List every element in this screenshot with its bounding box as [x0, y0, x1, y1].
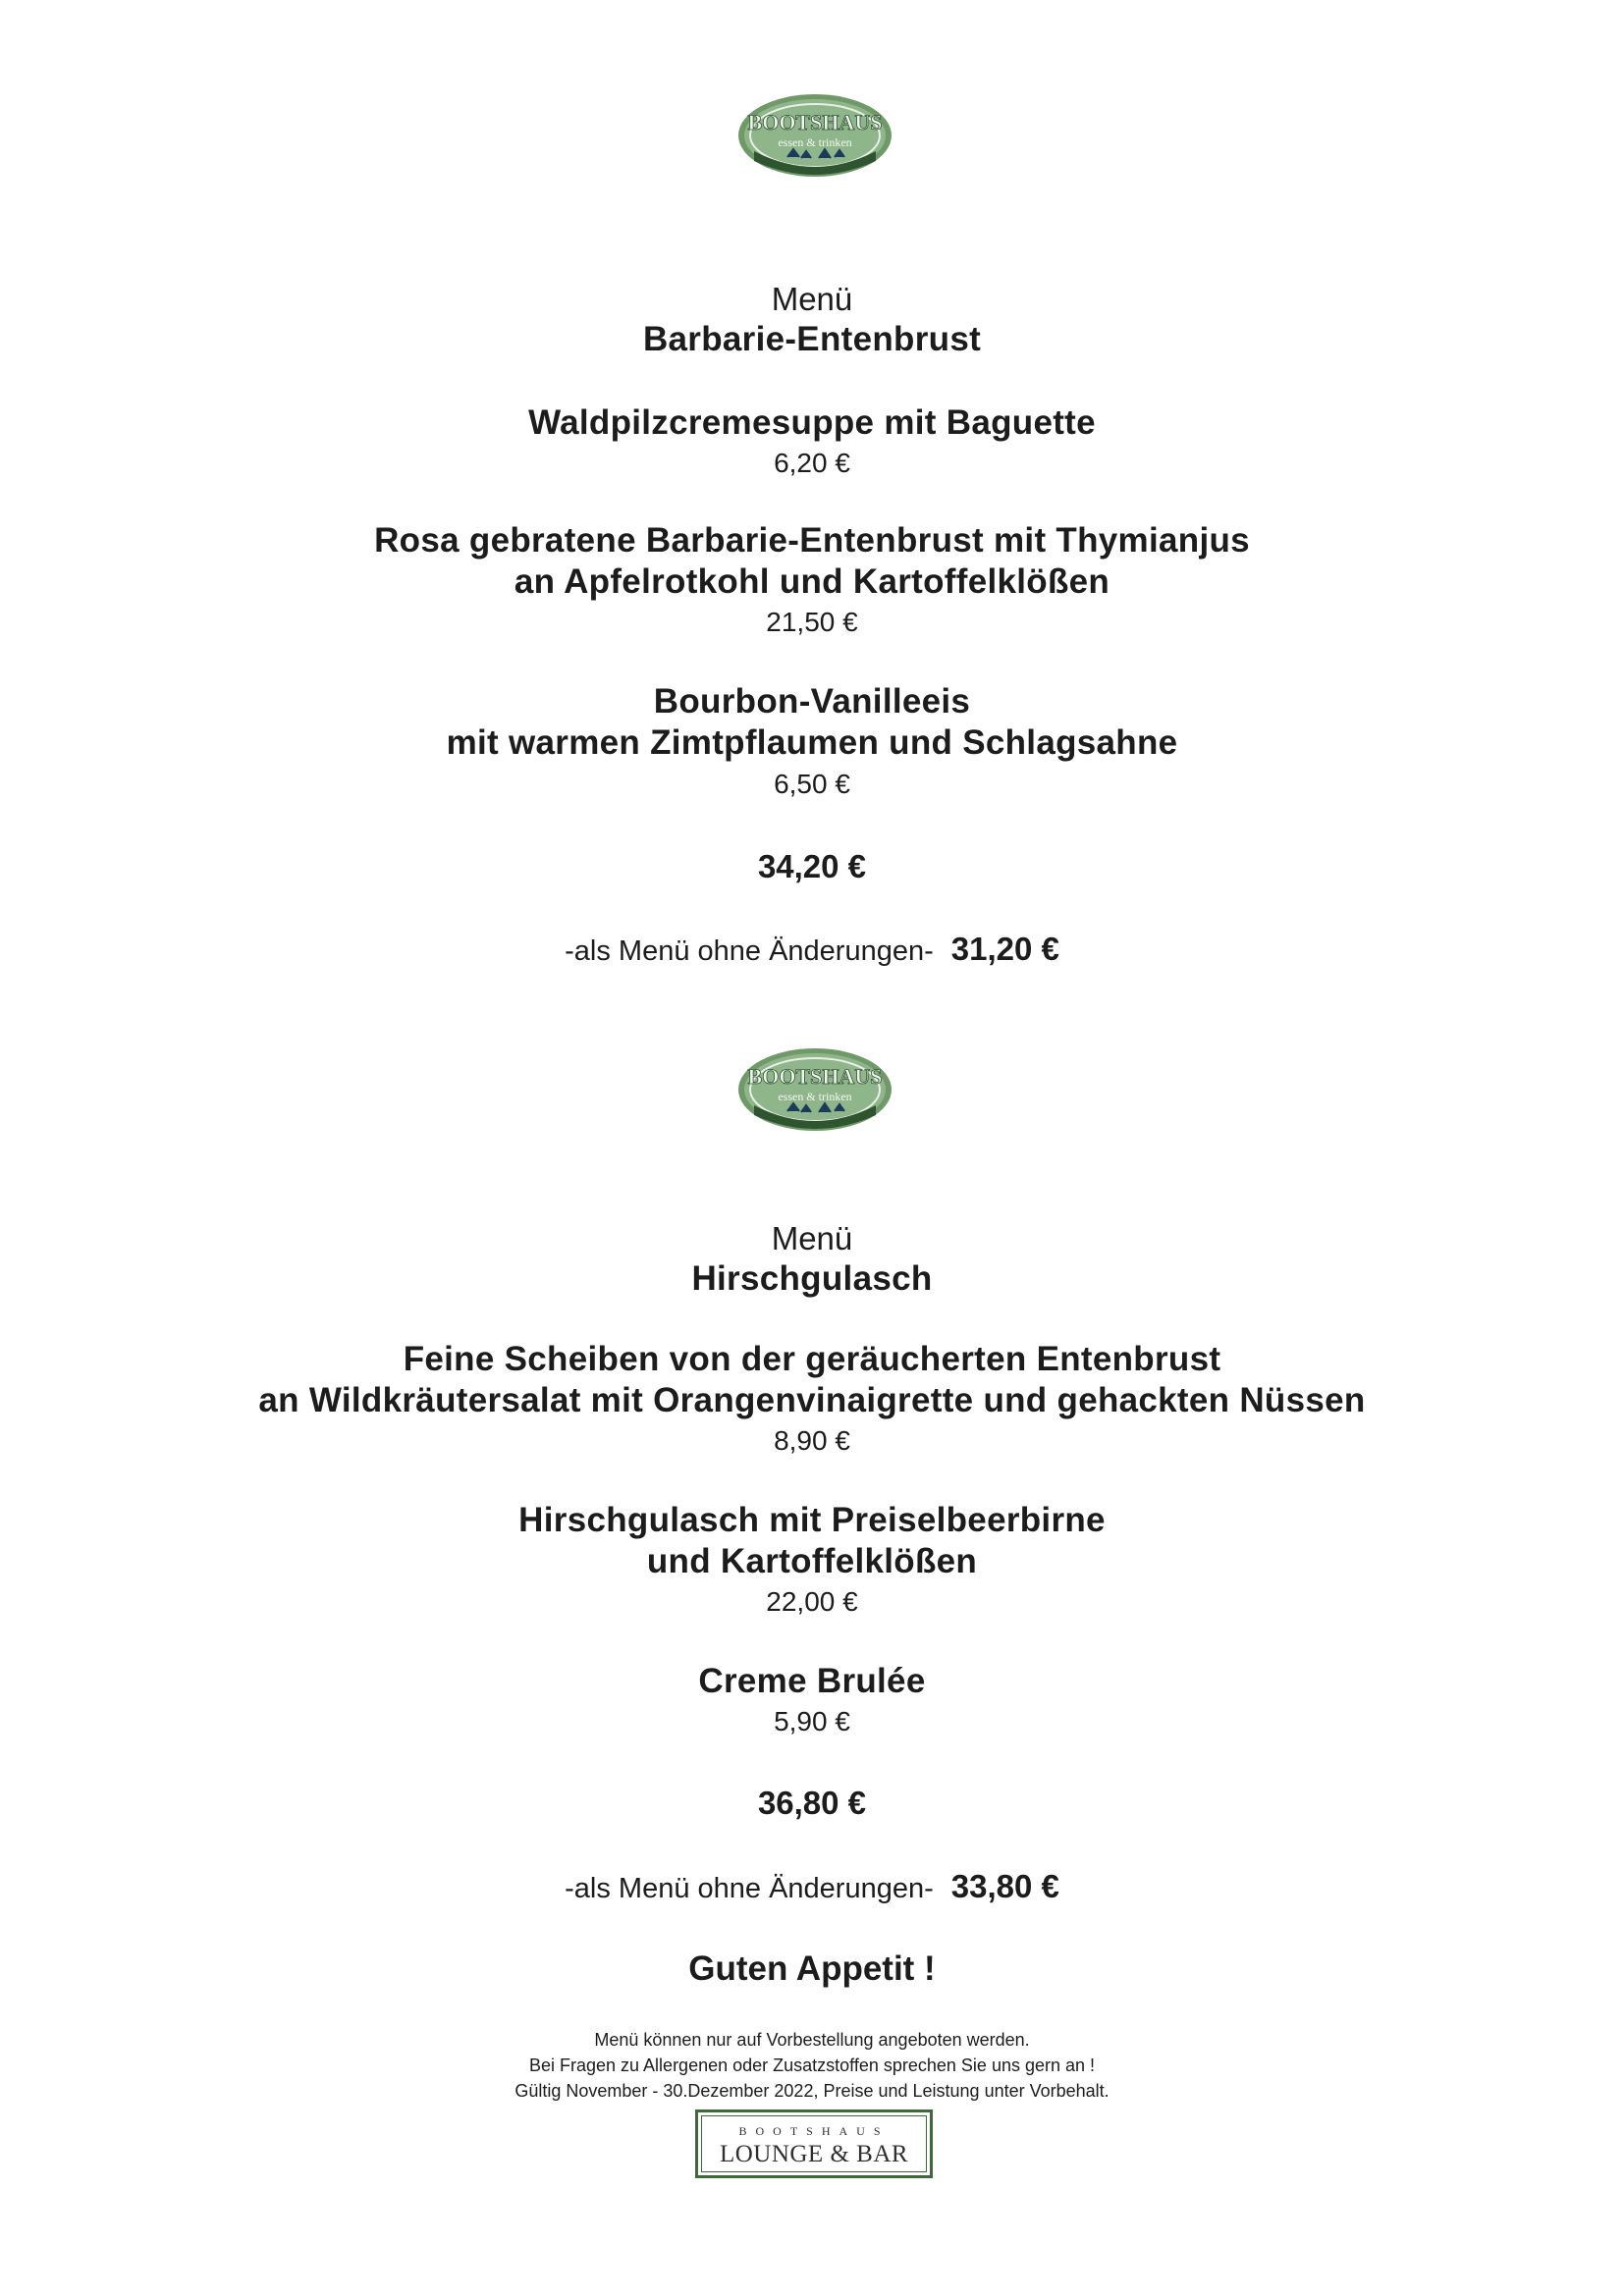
- svg-text:essen & trinken: essen & trinken: [778, 135, 852, 149]
- course-line: Bourbon-Vanilleeis: [653, 682, 971, 721]
- course-line: Hirschgulasch mit Preiselbeerbirne: [518, 1501, 1106, 1539]
- deal-label: -als Menü ohne Änderungen-: [565, 935, 934, 967]
- menu-2-total: 36,80 €: [757, 1785, 867, 1821]
- note-line: Bei Fragen zu Allergenen oder Zusatzstoffen sprechen Sie uns gern an !: [528, 2056, 1096, 2075]
- menu-1-heading: Menü: [771, 281, 853, 317]
- menu-2-course-3: [0, 1661, 1624, 1702]
- deal-price: 33,80 €: [950, 1868, 1059, 1904]
- note-line: Menü können nur auf Vorbestellung angeboten werden.: [594, 2030, 1030, 2050]
- menu-1-total: 34,20 €: [757, 848, 867, 884]
- bootshaus-logo: [736, 1046, 893, 1133]
- course-line: Rosa gebratene Barbarie-Entenbrust mit Thymianjus: [374, 521, 1250, 560]
- lounge-bar-logo: [695, 2109, 933, 2178]
- svg-text:BOOTSHAUS: BOOTSHAUS: [747, 110, 883, 134]
- deal-label: -als Menü ohne Änderungen-: [565, 1873, 934, 1904]
- course-line: Feine Scheiben von der geräucherten Entenbrust: [403, 1340, 1221, 1378]
- menu-1-title: Barbarie-Entenbrust: [642, 320, 982, 358]
- course-line: Waldpilzcremesuppe mit Baguette: [528, 403, 1096, 442]
- svg-text:essen & trinken: essen & trinken: [778, 1090, 852, 1103]
- menu-1-course-2-price: 21,50 €: [766, 607, 858, 637]
- bootshaus-logo: [736, 92, 893, 179]
- course-line: und Kartoffelklößen: [646, 1542, 978, 1580]
- closing-greeting: Guten Appetit !: [688, 1949, 936, 1988]
- deal-price: 31,20 €: [950, 931, 1059, 967]
- footer-notes: [0, 2027, 1624, 2104]
- menu-1-course-3-price: 6,50 €: [774, 769, 850, 799]
- course-line: an Wildkräutersalat mit Orangenvinaigrette und gehackten Nüssen: [258, 1381, 1366, 1419]
- menu-1-course-3: [0, 681, 1624, 764]
- lounge-logo-top: BOOTSHAUS: [738, 2124, 890, 2138]
- menu-2-title: Hirschgulasch: [691, 1259, 933, 1298]
- menu-2-course-2-price: 22,00 €: [766, 1586, 858, 1617]
- lounge-logo-main: LOUNGE & BAR: [719, 2141, 909, 2167]
- menu-2-deal: [0, 1868, 1624, 1905]
- menu-2-course-1-price: 8,90 €: [774, 1425, 850, 1456]
- note-line: Gültig November - 30.Dezember 2022, Preise und Leistung unter Vorbehalt.: [514, 2081, 1110, 2101]
- menu-2-course-2: [0, 1500, 1624, 1582]
- svg-text:BOOTSHAUS: BOOTSHAUS: [747, 1064, 883, 1089]
- menu-1-course-1-price: 6,20 €: [774, 448, 850, 478]
- menu-1-course-1: [0, 402, 1624, 444]
- menu-2-heading: Menü: [771, 1220, 853, 1256]
- menu-2-course-1: [0, 1339, 1624, 1421]
- course-line: mit warmen Zimtpflaumen und Schlagsahne: [446, 723, 1178, 762]
- course-line: Creme Brulée: [698, 1662, 926, 1700]
- menu-1-deal: [0, 931, 1624, 968]
- menu-1-course-2: [0, 520, 1624, 603]
- course-line: an Apfelrotkohl und Kartoffelklößen: [514, 562, 1110, 601]
- menu-2-course-3-price: 5,90 €: [774, 1706, 850, 1736]
